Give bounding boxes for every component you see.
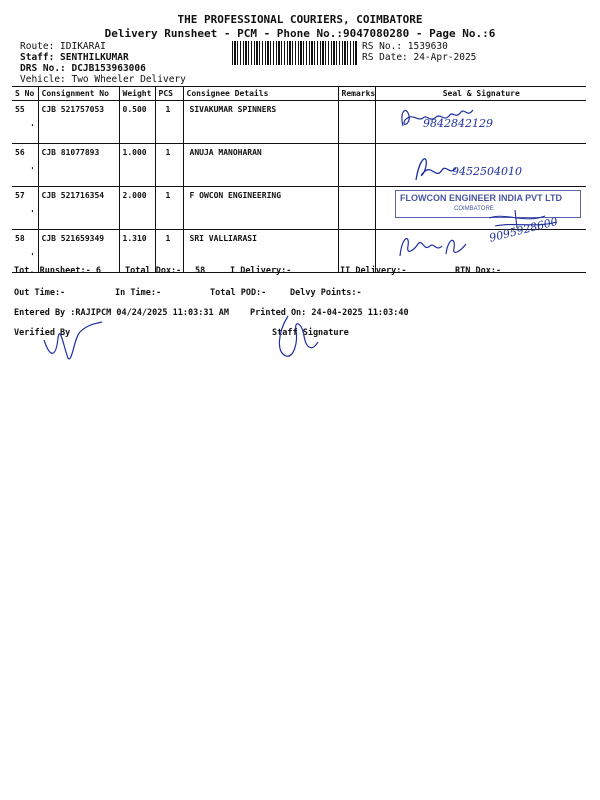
out-time: Out Time:- (14, 288, 66, 298)
col-weight: Weight (119, 87, 155, 101)
rtn-dox: RTN Dox:- (455, 266, 502, 276)
row-sno: 55 (15, 105, 25, 114)
col-remarks: Remarks (338, 87, 375, 101)
printed-on: Printed On: 24-04-2025 11:03:40 (250, 308, 409, 318)
total-pod: Total POD:- (210, 288, 267, 298)
i-delivery: I Delivery:- (230, 266, 292, 276)
entered-by: Entered By :RAJIPCM 04/24/2025 11:03:31 AM (14, 308, 229, 318)
barcode-image (232, 41, 358, 65)
row-consignee: ANUJA MANOHARAN (183, 144, 338, 187)
col-pcs: PCS (155, 87, 183, 101)
handwritten-phone-55: 9842842129 (423, 117, 493, 130)
row-weight: 0.500 (119, 101, 155, 144)
row-consignee: SIVAKUMAR SPINNERS (183, 101, 338, 144)
col-sno: S No (12, 87, 38, 101)
tick-mark: ' (30, 123, 35, 132)
col-consignee: Consignee Details (183, 87, 338, 101)
in-time: In Time:- (115, 288, 162, 298)
verifier-signature (40, 318, 110, 364)
row-weight: 2.000 (119, 187, 155, 230)
document-title: THE PROFESSIONAL COURIERS, COIMBATORE (177, 13, 423, 26)
verified-by-label: Verified By (14, 328, 71, 338)
row-pcs: 1 (155, 101, 183, 144)
ii-delivery: II Delivery:- (340, 266, 407, 276)
signature-58 (396, 226, 486, 266)
row-consignee: SRI VALLIARASI (183, 230, 338, 273)
tick-mark: ' (30, 166, 35, 175)
col-seal-signature: Seal & Signature (375, 87, 586, 101)
staff-label: Staff: SENTHILKUMAR (20, 52, 129, 63)
row-consignment: CJB 521659349 (38, 230, 119, 273)
seal-company-name: FLOWCON ENGINEER INDIA PVT LTD (400, 193, 562, 203)
row-pcs: 1 (155, 230, 183, 273)
row-consignment: CJB 521716354 (38, 187, 119, 230)
seal-city: COIMBATORE (454, 206, 494, 212)
rs-number: RS No.: 1539630 (362, 41, 448, 52)
row-sno: 57 (15, 191, 25, 200)
table-header-row (12, 87, 586, 101)
row-sno: 58 (15, 234, 25, 243)
staff-signature-mark (268, 312, 328, 362)
row-consignment: CJB 521757053 (38, 101, 119, 144)
delvy-points: Delvy Points:- (290, 288, 362, 298)
handwritten-phone-58: 9095928600 (488, 215, 560, 245)
row-remarks (338, 187, 375, 230)
row-pcs: 1 (155, 144, 183, 187)
route-label: Route: IDIKARAI (20, 41, 106, 52)
row-weight: 1.000 (119, 144, 155, 187)
rs-date: RS Date: 24-Apr-2025 (362, 52, 477, 63)
tick-mark: ' (30, 209, 35, 218)
document-subtitle: Delivery Runsheet - PCM - Phone No.:9047080280 - Page No.:6 (104, 27, 496, 40)
col-consignment: Consignment No (38, 87, 119, 101)
row-remarks (338, 144, 375, 187)
row-sno: 56 (15, 148, 25, 157)
tick-mark: ' (30, 252, 35, 261)
tot-runsheet: Tot. Runsheet:- 6 (14, 266, 101, 276)
total-dox-label: Total Dox:- (125, 266, 182, 276)
drs-number: DRS No.: DCJB153963006 (20, 63, 146, 74)
handwritten-phone-56: 9452504010 (452, 165, 522, 178)
row-consignment: CJB 81077893 (38, 144, 119, 187)
vehicle-label: Vehicle: Two Wheeler Delivery (20, 74, 186, 85)
row-remarks (338, 101, 375, 144)
row-pcs: 1 (155, 187, 183, 230)
staff-signature-label: Staff Signature (272, 328, 349, 338)
row-weight: 1.310 (119, 230, 155, 273)
total-dox-value: 58 (195, 266, 206, 276)
row-consignee: F OWCON ENGINEERING (183, 187, 338, 230)
